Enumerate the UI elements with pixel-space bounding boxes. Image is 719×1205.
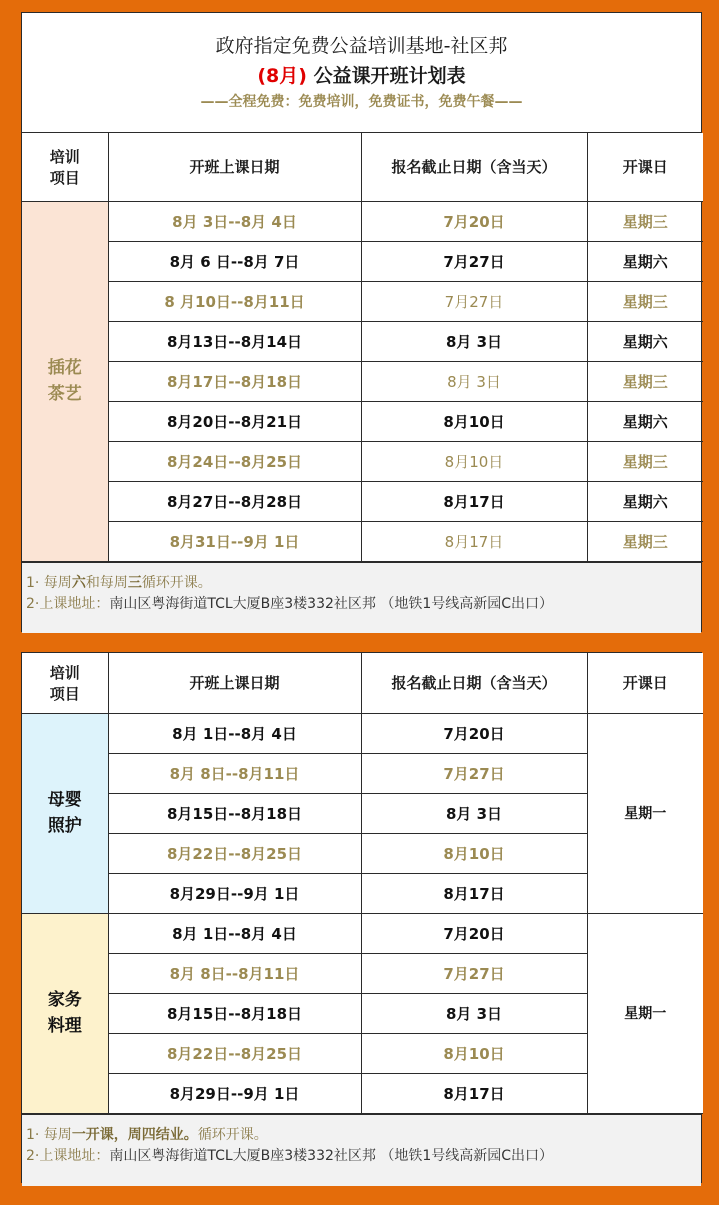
note-text: 1· 每周: [26, 574, 72, 591]
table-header-row: [22, 133, 703, 201]
deadline-cell: 8月 3日: [361, 361, 587, 401]
deadline-cell: 8月 3日: [361, 793, 587, 833]
deadline-cell: 8月10日: [361, 833, 587, 873]
note-label: 2·上课地址：: [26, 1147, 110, 1164]
month-label: (8月): [257, 65, 307, 87]
note-1: [26, 1125, 701, 1146]
title-text: 公益课开班计划表: [313, 65, 466, 87]
schedule-card-floral-tea: [21, 12, 702, 632]
weekday-cell: 星期一: [587, 713, 703, 913]
weekday-cell: 星期三: [587, 521, 703, 561]
date-range-cell: 8月24日--8月25日: [108, 441, 361, 481]
note-text: 和每周: [85, 574, 128, 591]
date-range-cell: 8月15日--8月18日: [108, 793, 361, 833]
weekday-cell: 星期六: [587, 241, 703, 281]
weekday-cell: 星期三: [587, 281, 703, 321]
note-1: [26, 573, 701, 594]
table-row: [22, 241, 703, 281]
table-header-row: [22, 653, 703, 713]
deadline-cell: 8月 3日: [361, 321, 587, 361]
table-row: [22, 441, 703, 481]
date-range-cell: 8月 1日--8月 4日: [108, 913, 361, 953]
deadline-cell: 8月10日: [361, 1033, 587, 1073]
note-emphasis: 一开课，周四结业。: [71, 1126, 198, 1143]
date-range-cell: 8月31日--9月 1日: [108, 521, 361, 561]
date-range-cell: 8月29日--9月 1日: [108, 1073, 361, 1113]
date-range-cell: 8月15日--8月18日: [108, 993, 361, 1033]
note-text: 1· 每周: [26, 1126, 72, 1143]
category-floral-tea: 插花 茶艺: [22, 201, 108, 561]
deadline-cell: 8月 3日: [361, 993, 587, 1033]
deadline-cell: 8月10日: [361, 401, 587, 441]
org-title: 政府指定免费公益培训基地-社区邦: [215, 35, 508, 57]
col-header-dates: 开班上课日期: [108, 133, 361, 201]
schedule-card-care-housework: [21, 652, 702, 1183]
deadline-cell: 7月20日: [361, 201, 587, 241]
deadline-cell: 7月27日: [361, 953, 587, 993]
date-range-cell: 8月 6 日--8月 7日: [108, 241, 361, 281]
date-range-cell: 8 月10日--8月11日: [108, 281, 361, 321]
weekday-cell: 星期六: [587, 321, 703, 361]
category-maternal-infant-care: 母婴 照护: [22, 713, 108, 913]
free-subtitle: ——全程免费：免费培训，免费证书，免费午餐——: [200, 94, 523, 110]
table-row: [22, 521, 703, 561]
date-range-cell: 8月17日--8月18日: [108, 361, 361, 401]
date-range-cell: 8月27日--8月28日: [108, 481, 361, 521]
weekday-cell: 星期一: [587, 913, 703, 1113]
table-row: [22, 481, 703, 521]
date-range-cell: 8月22日--8月25日: [108, 833, 361, 873]
col-header-deadline: 报名截止日期（含当天）: [361, 653, 587, 713]
schedule-header: [22, 13, 701, 133]
schedule-notes: [22, 1114, 701, 1186]
col-header-dates: 开班上课日期: [108, 653, 361, 713]
care-housework-table: [22, 653, 703, 1114]
table-row: [22, 401, 703, 441]
table-row: [22, 281, 703, 321]
deadline-cell: 7月20日: [361, 913, 587, 953]
deadline-cell: 7月27日: [361, 753, 587, 793]
note-text: 循环开课。: [141, 574, 212, 591]
weekday-cell: 星期三: [587, 361, 703, 401]
deadline-cell: 8月17日: [361, 481, 587, 521]
category-housework: 家务 料理: [22, 913, 108, 1113]
deadline-cell: 7月27日: [361, 241, 587, 281]
note-text: 循环开课。: [197, 1126, 268, 1143]
note-2: [26, 594, 701, 615]
deadline-cell: 8月10日: [361, 441, 587, 481]
deadline-cell: 8月17日: [361, 1073, 587, 1113]
table-row: [22, 713, 703, 753]
date-range-cell: 8月 1日--8月 4日: [108, 713, 361, 753]
deadline-cell: 7月27日: [361, 281, 587, 321]
col-header-weekday: 开课日: [587, 133, 703, 201]
class-address: 南山区粤海街道TCL大厦B座3楼332社区邦 （地铁1号线高新园C出口）: [109, 1147, 554, 1164]
schedule-notes: [22, 562, 701, 633]
date-range-cell: 8月20日--8月21日: [108, 401, 361, 441]
weekday-cell: 星期六: [587, 401, 703, 441]
note-emphasis: 六: [71, 574, 86, 591]
date-range-cell: 8月22日--8月25日: [108, 1033, 361, 1073]
weekday-cell: 星期六: [587, 481, 703, 521]
note-2: [26, 1146, 701, 1167]
deadline-cell: 8月17日: [361, 521, 587, 561]
table-row: [22, 913, 703, 953]
note-emphasis: 三: [127, 574, 142, 591]
col-header-category: 培训 项目: [22, 133, 108, 201]
deadline-cell: 8月17日: [361, 873, 587, 913]
col-header-deadline: 报名截止日期（含当天）: [361, 133, 587, 201]
floral-tea-table: [22, 133, 703, 562]
table-row: [22, 201, 703, 241]
weekday-cell: 星期三: [587, 201, 703, 241]
class-address: 南山区粤海街道TCL大厦B座3楼332社区邦 （地铁1号线高新园C出口）: [109, 595, 554, 612]
date-range-cell: 8月 8日--8月11日: [108, 953, 361, 993]
date-range-cell: 8月29日--9月 1日: [108, 873, 361, 913]
table-row: [22, 361, 703, 401]
deadline-cell: 7月20日: [361, 713, 587, 753]
date-range-cell: 8月 8日--8月11日: [108, 753, 361, 793]
weekday-cell: 星期三: [587, 441, 703, 481]
schedule-title: [22, 64, 701, 88]
col-header-weekday: 开课日: [587, 653, 703, 713]
table-row: [22, 321, 703, 361]
date-range-cell: 8月13日--8月14日: [108, 321, 361, 361]
note-label: 2·上课地址：: [26, 595, 110, 612]
date-range-cell: 8月 3日--8月 4日: [108, 201, 361, 241]
col-header-category: 培训 项目: [22, 653, 108, 713]
